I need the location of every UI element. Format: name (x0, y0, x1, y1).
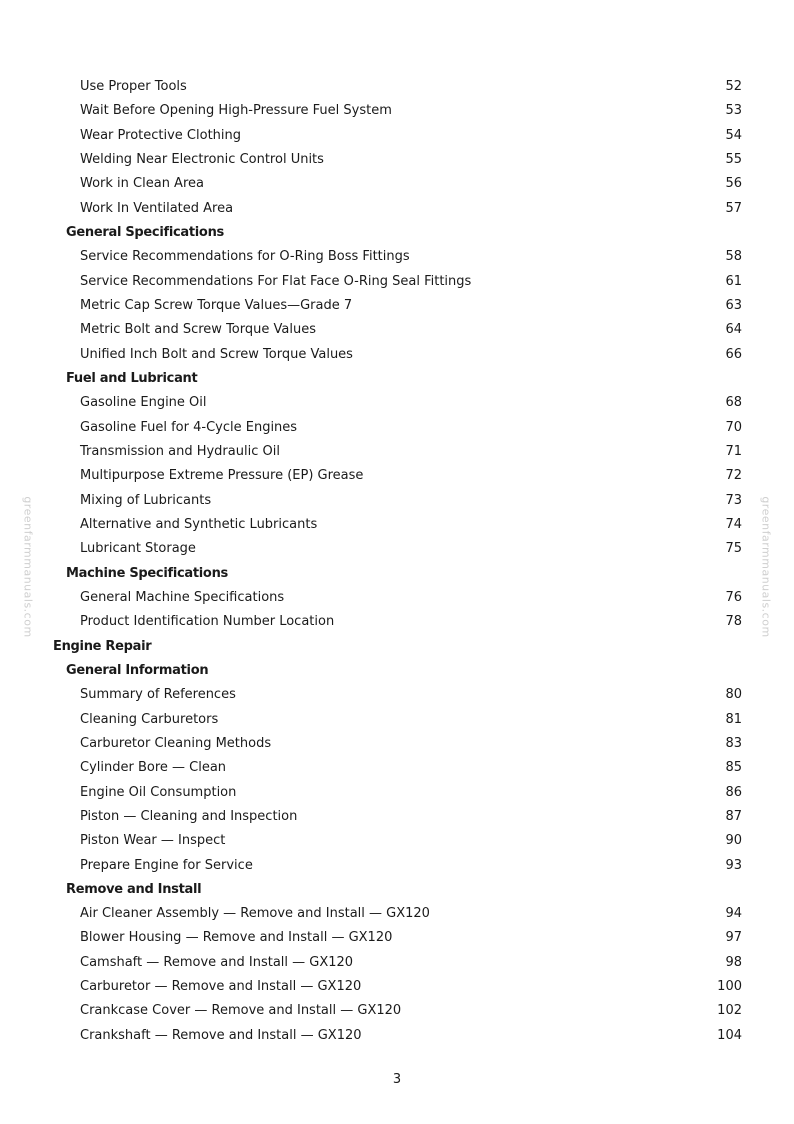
toc-entry-title: Lubricant Storage (80, 541, 196, 557)
toc-entry[interactable] (0, 440, 794, 464)
toc-entry[interactable] (0, 829, 794, 853)
toc-entry-title: Service Recommendations For Flat Face O-Ring Seal Fittings (80, 273, 472, 289)
toc-entry[interactable] (0, 99, 794, 123)
toc-entry-page-number: 73 (725, 492, 742, 508)
toc-entry[interactable] (0, 975, 794, 999)
toc-entry-page-number: 102 (717, 1003, 742, 1019)
toc-entry-title: Blower Housing — Remove and Install — GX120 (80, 930, 393, 946)
toc-entry-page-number: 64 (725, 322, 742, 338)
toc-entry-title: General Information (66, 662, 209, 678)
toc-entry-page-number: 71 (725, 443, 742, 459)
toc-entry-title: Engine Oil Consumption (80, 784, 237, 800)
toc-entry[interactable] (0, 586, 794, 610)
toc-section-heading[interactable] (0, 878, 794, 902)
toc-entry-page-number: 75 (725, 541, 742, 557)
page-number: 3 (392, 1072, 402, 1087)
toc-entry-title: Fuel and Lubricant (66, 370, 198, 386)
toc-entry[interactable] (0, 610, 794, 634)
toc-entry-title: Camshaft — Remove and Install — GX120 (80, 954, 354, 970)
toc-entry-title: Gasoline Engine Oil (80, 395, 207, 411)
toc-entry[interactable] (0, 197, 794, 221)
toc-entry[interactable] (0, 270, 794, 294)
toc-entry-title: Product Identification Number Location (80, 614, 335, 630)
toc-entry-page-number: 104 (717, 1027, 742, 1043)
toc-entry-page-number: 53 (725, 103, 742, 119)
toc-entry[interactable] (0, 245, 794, 269)
toc-entry-title: Metric Cap Screw Torque Values—Grade 7 (80, 297, 353, 313)
toc-entry-page-number: 87 (725, 808, 742, 824)
toc-entry-title: Gasoline Fuel for 4-Cycle Engines (80, 419, 298, 435)
toc-entry-title: Wear Protective Clothing (80, 127, 242, 143)
toc-entry-page-number: 78 (725, 614, 742, 630)
toc-entry-page-number: 76 (725, 589, 742, 605)
toc-entry[interactable] (0, 416, 794, 440)
toc-entry[interactable] (0, 318, 794, 342)
toc-entry-page-number: 81 (725, 711, 742, 727)
toc-entry-title: Carburetor — Remove and Install — GX120 (80, 979, 362, 995)
toc-entry-page-number: 68 (725, 395, 742, 411)
toc-entry-page-number: 63 (725, 297, 742, 313)
toc-entry-title: Prepare Engine for Service (80, 857, 253, 873)
toc-section-heading[interactable] (0, 635, 794, 659)
toc-entry-title: Air Cleaner Assembly — Remove and Install — GX120 (80, 906, 430, 922)
toc-entry[interactable] (0, 926, 794, 950)
watermark-left: greenfarmmanuals.com (21, 496, 35, 638)
toc-entry-title: Transmission and Hydraulic Oil (80, 443, 280, 459)
toc-entry[interactable] (0, 343, 794, 367)
toc-section-heading[interactable] (0, 221, 794, 245)
toc-entry-page-number: 57 (725, 200, 742, 216)
toc-entry-title: Remove and Install (66, 881, 202, 897)
toc-entry[interactable] (0, 148, 794, 172)
toc-entry-title: Machine Specifications (66, 565, 228, 581)
toc-entry-page-number: 70 (725, 419, 742, 435)
toc-entry-page-number: 52 (725, 79, 742, 94)
toc-entry-title: Crankcase Cover — Remove and Install — GX120 (80, 1003, 402, 1019)
toc-entry-page-number: 54 (725, 127, 742, 143)
watermark-right: greenfarmmanuals.com (759, 496, 773, 638)
toc-entry[interactable] (0, 756, 794, 780)
toc-entry[interactable] (0, 683, 794, 707)
toc-entry[interactable] (0, 124, 794, 148)
toc-entry-page-number: 93 (725, 857, 742, 873)
table-of-contents (0, 75, 794, 1048)
toc-entry-title: Summary of References (80, 687, 236, 703)
toc-entry[interactable] (0, 781, 794, 805)
toc-entry-title: Engine Repair (53, 638, 152, 654)
toc-entry-page-number: 80 (725, 687, 742, 703)
toc-entry-page-number: 98 (725, 954, 742, 970)
toc-entry-title: Wait Before Opening High-Pressure Fuel System (80, 103, 392, 119)
toc-entry-title: Piston — Cleaning and Inspection (80, 808, 298, 824)
toc-entry-title: Metric Bolt and Screw Torque Values (80, 322, 316, 338)
toc-entry-page-number: 74 (725, 516, 742, 532)
toc-entry-page-number: 100 (717, 979, 742, 995)
toc-entry[interactable] (0, 172, 794, 196)
toc-entry-page-number: 61 (725, 273, 742, 289)
toc-entry-title: Crankshaft — Remove and Install — GX120 (80, 1027, 362, 1043)
toc-entry[interactable] (0, 537, 794, 561)
toc-entry-title: General Machine Specifications (80, 589, 285, 605)
toc-entry-page-number: 66 (725, 346, 742, 362)
toc-entry-title: Work In Ventilated Area (80, 200, 234, 216)
toc-entry[interactable] (0, 391, 794, 415)
toc-entry-title: Alternative and Synthetic Lubricants (80, 516, 318, 532)
toc-entry-page-number: 97 (725, 930, 742, 946)
toc-entry[interactable] (0, 805, 794, 829)
toc-entry-title: Work in Clean Area (80, 176, 204, 192)
toc-entry[interactable] (0, 999, 794, 1023)
toc-entry-title: Use Proper Tools (80, 79, 187, 94)
toc-entry-title: Piston Wear — Inspect (80, 833, 226, 849)
toc-entry-page-number: 90 (725, 833, 742, 849)
toc-entry[interactable] (0, 1024, 794, 1048)
toc-entry-page-number: 94 (725, 906, 742, 922)
toc-entry[interactable] (0, 489, 794, 513)
toc-entry[interactable] (0, 854, 794, 878)
toc-entry[interactable] (0, 732, 794, 756)
toc-entry-page-number: 55 (725, 151, 742, 167)
toc-entry-page-number: 86 (725, 784, 742, 800)
toc-entry-title: General Specifications (66, 224, 224, 240)
toc-entry-title: Cleaning Carburetors (80, 711, 219, 727)
toc-section-heading[interactable] (0, 562, 794, 586)
toc-entry-page-number: 85 (725, 760, 742, 776)
toc-entry[interactable] (0, 513, 794, 537)
toc-entry-title: Multipurpose Extreme Pressure (EP) Grease (80, 468, 364, 484)
toc-entry-page-number: 56 (725, 176, 742, 192)
toc-entry-page-number: 83 (725, 735, 742, 751)
toc-section-heading[interactable] (0, 659, 794, 683)
toc-entry-title: Cylinder Bore — Clean (80, 760, 227, 776)
toc-entry-title: Carburetor Cleaning Methods (80, 735, 272, 751)
toc-entry-title: Unified Inch Bolt and Screw Torque Values (80, 346, 353, 362)
toc-entry-title: Welding Near Electronic Control Units (80, 151, 324, 167)
toc-entry[interactable] (0, 464, 794, 488)
toc-entry[interactable] (0, 294, 794, 318)
toc-entry-title: Service Recommendations for O-Ring Boss Fittings (80, 249, 410, 265)
toc-section-heading[interactable] (0, 367, 794, 391)
toc-entry[interactable] (0, 902, 794, 926)
toc-entry[interactable] (0, 708, 794, 732)
toc-entry-page-number: 58 (725, 249, 742, 265)
toc-entry-title: Mixing of Lubricants (80, 492, 212, 508)
toc-entry[interactable] (0, 951, 794, 975)
toc-entry[interactable] (0, 75, 794, 99)
toc-entry-page-number: 72 (725, 468, 742, 484)
